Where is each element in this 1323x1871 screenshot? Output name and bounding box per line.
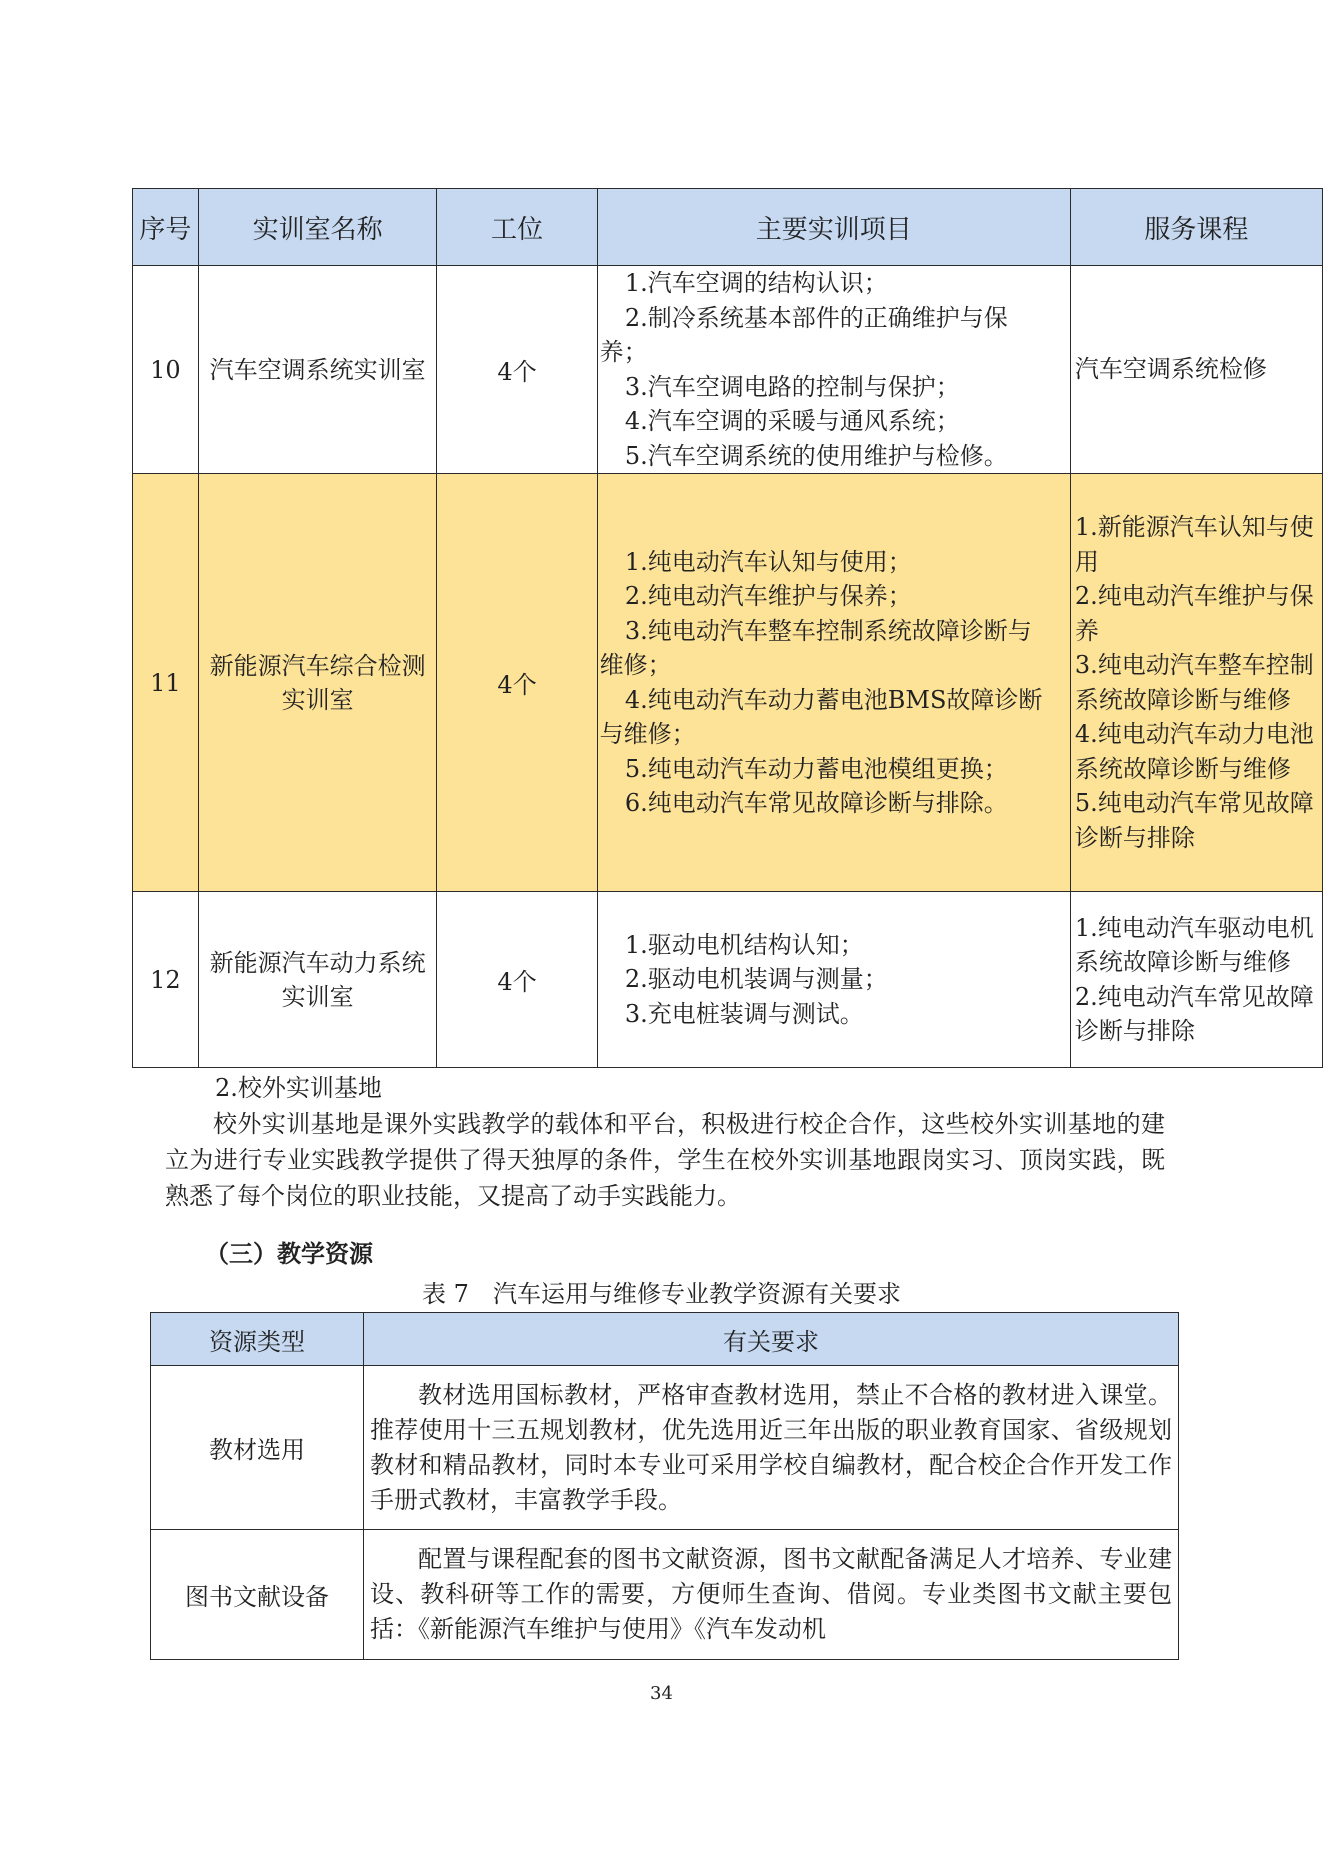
project-line: 4.汽车空调的采暖与通风系统；	[624, 407, 960, 435]
seat-count: 4个	[437, 474, 597, 892]
project-line: 5.汽车空调系统的使用维护与检修。	[624, 441, 1008, 470]
table-row	[133, 474, 1323, 892]
course-item: 1.新能源汽车认知与使用	[1074, 513, 1314, 576]
table-caption: 表 7 汽车运用与维修专业教学资源有关要求	[422, 1280, 901, 1308]
course-item: 4.纯电动汽车动力电池系统故障诊断与维修	[1074, 720, 1314, 783]
course-item: 2.纯电动汽车常见故障诊断与排除	[1074, 982, 1314, 1045]
header-courses: 服务课程	[1070, 189, 1322, 266]
table-row	[133, 892, 1323, 1068]
project-line: 养；	[599, 338, 648, 366]
project-line: 2.纯电动汽车维护与保养；	[624, 582, 912, 610]
header-no: 序号	[133, 189, 199, 266]
seat-count: 4个	[437, 266, 597, 474]
project-line: 3.汽车空调电路的控制与保护；	[624, 372, 960, 401]
service-courses	[1070, 892, 1322, 1068]
table-row	[151, 1366, 1179, 1530]
project-line: 1.驱动电机结构认知；	[624, 930, 864, 959]
table-row	[151, 1530, 1179, 1660]
project-line: 与维修；	[599, 720, 696, 748]
project-line: 3.纯电动汽车整车控制系统故障诊断与	[624, 616, 1032, 645]
service-courses	[1070, 266, 1322, 474]
course-item: 1.纯电动汽车驱动电机系统故障诊断与维修	[1074, 913, 1314, 976]
seat-count: 4个	[437, 892, 597, 1068]
resource-type: 图书文献设备	[151, 1530, 364, 1660]
training-room-table	[132, 188, 1323, 1068]
offsite-title: 2.校外实训基地	[215, 1074, 382, 1102]
project-line: 1.汽车空调的结构认识；	[624, 269, 888, 297]
resource-table	[150, 1312, 1179, 1660]
resource-requirement: 配置与课程配套的图书文献资源，图书文献配备满足人才培养、专业建设、教科研等工作的需要，方便师生查询、借阅。专业类图书文献主要包括：《新能源汽车维护与使用》《汽车发动机	[364, 1530, 1179, 1660]
resource-requirement: 教材选用国标教材，严格审查教材选用，禁止不合格的教材进入课堂。推荐使用十三五规划教材，优先选用近三年出版的职业教育国家、省级规划教材和精品教材，同时本专业可采用学校自编教材，配合校企合作开发工作手册式教材，丰富教学手段。	[364, 1366, 1179, 1530]
project-line: 6.纯电动汽车常见故障诊断与排除。	[624, 789, 1008, 817]
project-line: 维修；	[599, 651, 672, 679]
project-line: 5.纯电动汽车动力蓄电池模组更换；	[624, 754, 1008, 783]
offsite-body: 校外实训基地是课外实践教学的载体和平台，积极进行校企合作，这些校外实训基地的建立为进行专业实践教学提供了得天独厚的条件，学生在校外实训基地跟岗实习、顶岗实践，既熟悉了每个岗位的职业技能，又提高了动手实践能力。	[165, 1110, 1165, 1210]
page-number: 34	[650, 1683, 673, 1704]
course-item: 汽车空调系统检修	[1074, 355, 1267, 384]
header-resource-type: 资源类型	[151, 1313, 364, 1366]
resource-type: 教材选用	[151, 1366, 364, 1530]
room-name: 新能源汽车动力系统实训室	[198, 892, 437, 1068]
project-line: 3.充电桩装调与测试。	[624, 999, 864, 1028]
row-number: 12	[133, 892, 199, 1068]
room-name: 汽车空调系统实训室	[198, 266, 437, 474]
table-row	[133, 266, 1323, 474]
project-line: 1.纯电动汽车认知与使用；	[624, 547, 912, 576]
header-seats: 工位	[437, 189, 597, 266]
service-courses	[1070, 474, 1322, 892]
section-heading: （三）教学资源	[205, 1240, 373, 1268]
training-projects	[597, 474, 1070, 892]
row-number: 10	[133, 266, 199, 474]
table-header-row	[151, 1313, 1179, 1366]
course-item: 3.纯电动汽车整车控制系统故障诊断与维修	[1074, 651, 1314, 714]
row-number: 11	[133, 474, 199, 892]
course-item: 5.纯电动汽车常见故障诊断与排除	[1074, 789, 1314, 852]
project-line: 2.制冷系统基本部件的正确维护与保	[624, 303, 1008, 332]
table-header-row	[133, 189, 1323, 266]
room-name: 新能源汽车综合检测实训室	[198, 474, 437, 892]
project-line: 4.纯电动汽车动力蓄电池BMS故障诊断	[624, 685, 1043, 714]
training-projects	[597, 892, 1070, 1068]
project-line: 2.驱动电机装调与测量；	[624, 965, 888, 994]
course-item: 2.纯电动汽车维护与保养	[1074, 582, 1314, 645]
header-projects: 主要实训项目	[597, 189, 1070, 266]
training-projects	[597, 266, 1070, 474]
header-room-name: 实训室名称	[198, 189, 437, 266]
header-requirements: 有关要求	[364, 1313, 1179, 1366]
